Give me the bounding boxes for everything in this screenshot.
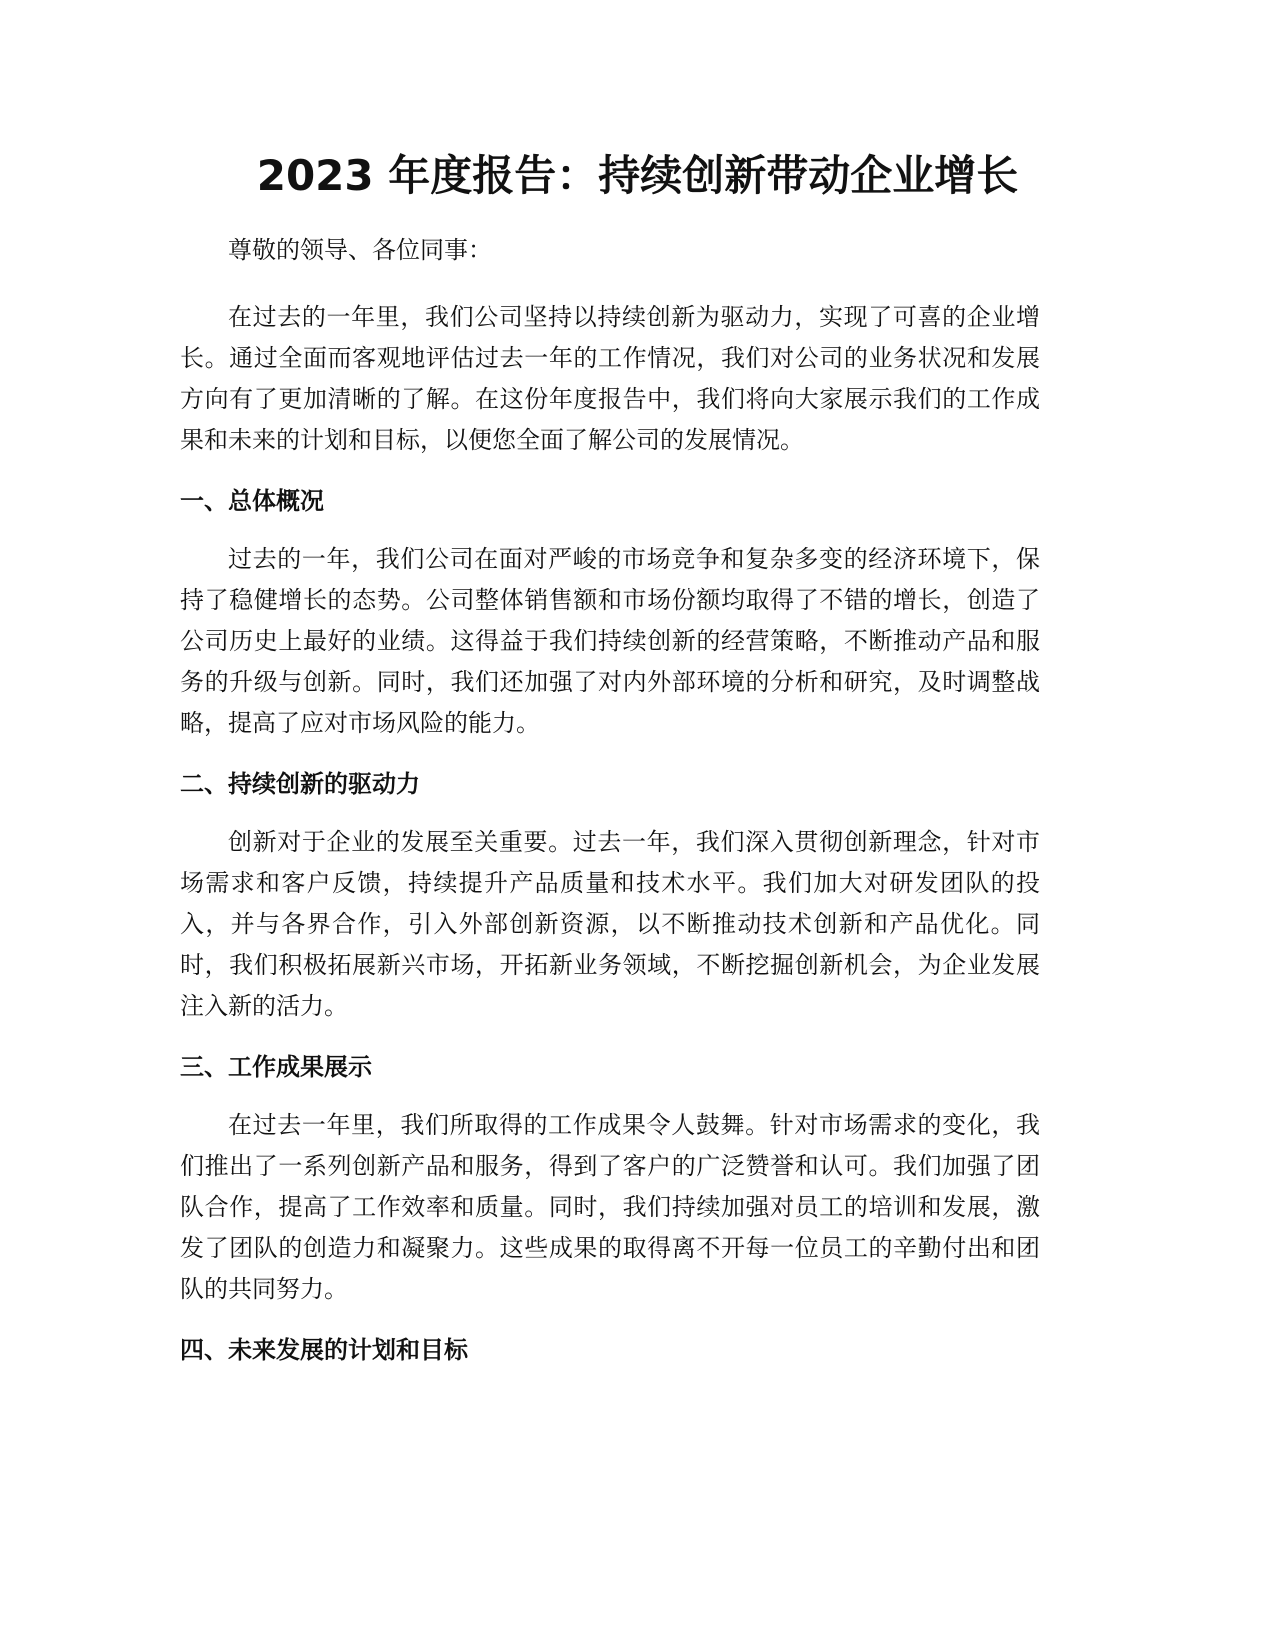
intro-paragraph: 在过去的一年里，我们公司坚持以持续创新为驱动力，实现了可喜的企业增长。通过全面而客观地评估过去一年的工作情况，我们对公司的业务状况和发展方向有了更加清晰的了解。在这份年度报告中，我们将向大家展示我们的工作成果和未来的计划和目标，以便您全面了解公司的发展情况。	[180, 303, 1040, 454]
section-heading-future-plans: 四、未来发展的计划和目标	[180, 1336, 468, 1364]
section-heading-overview: 一、总体概况	[180, 487, 324, 515]
section-body-overview: 过去的一年，我们公司在面对严峻的市场竞争和复杂多变的经济环境下，保持了稳健增长的态势。公司整体销售额和市场份额均取得了不错的增长，创造了公司历史上最好的业绩。这得益于我们持续创新的经营策略，不断推动产品和服务的升级与创新。同时，我们还加强了对内外部环境的分析和研究，及时调整战略，提高了应对市场风险的能力。	[180, 545, 1040, 737]
section-heading-achievements: 三、工作成果展示	[180, 1053, 372, 1081]
section-body-achievements: 在过去一年里，我们所取得的工作成果令人鼓舞。针对市场需求的变化，我们推出了一系列创新产品和服务，得到了客户的广泛赞誉和认可。我们加强了团队合作，提高了工作效率和质量。同时，我们持续加强对员工的培训和发展，激发了团队的创造力和凝聚力。这些成果的取得离不开每一位员工的辛勤付出和团队的共同努力。	[180, 1111, 1040, 1303]
section-heading-innovation: 二、持续创新的驱动力	[180, 770, 420, 798]
document-body	[180, 230, 1040, 1388]
salutation: 尊敬的领导、各位同事：	[228, 236, 492, 264]
document-title: 2023 年度报告：持续创新带动企业增长	[256, 151, 1019, 200]
section-body-innovation: 创新对于企业的发展至关重要。过去一年，我们深入贯彻创新理念，针对市场需求和客户反馈，持续提升产品质量和技术水平。我们加大对研发团队的投入，并与各界合作，引入外部创新资源，以不断推动技术创新和产品优化。同时，我们积极拓展新兴市场，开拓新业务领域，不断挖掘创新机会，为企业发展注入新的活力。	[180, 828, 1040, 1020]
